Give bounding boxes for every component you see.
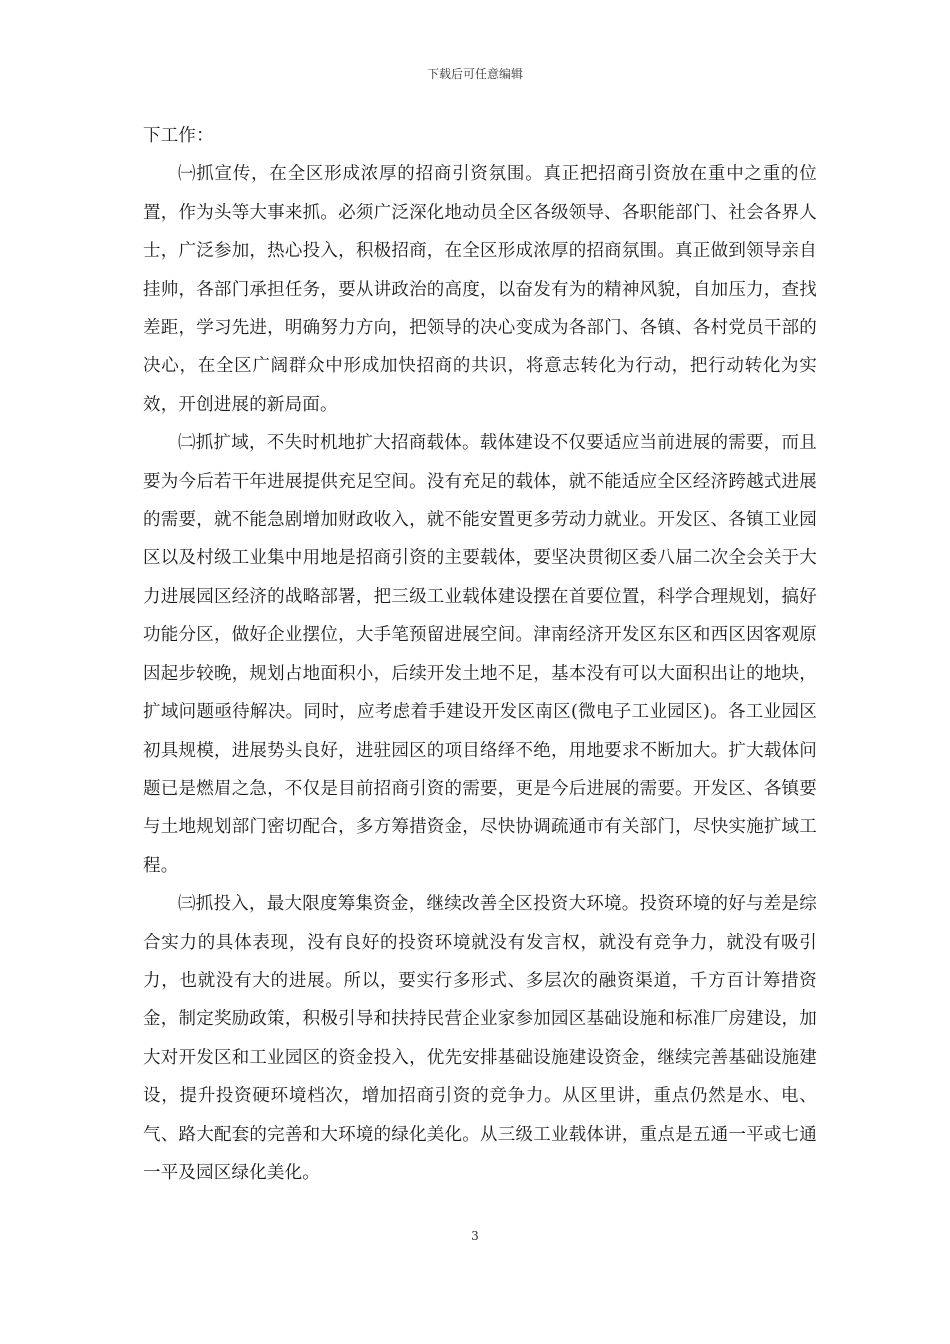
page-header: 下载后可任意编辑 (426, 67, 523, 81)
paragraph-continuation: 下工作： (143, 126, 214, 146)
document-body (143, 117, 817, 1192)
paragraph-expansion: ㈡抓扩域，不失时机地扩大招商载体。载体建设不仅要适应当前进展的需要，而且要为今后若干年进展提供充足空间。没有充足的载体，就不能适应全区经济跨越式进展的需要，就不能急剧增加财政收入，就不能安置更多劳动力就业。开发区、各镇工业园区以及村级工业集中用地是招商引资的主要载体，要坚决贯彻区委八届二次全会关于大力进展园区经济的战略部署，把三级工业载体建设摆在首要位置，科学合理规划，搞好功能分区，做好企业摆位，大手笔预留进展空间。津南经济开发区东区和西区因客观原因起步较晚，规划占地面积小，后续开发土地不足，基本没有可以大面积出让的地块，扩域问题亟待解决。同时，应考虑着手建设开发区南区(微电子工业园区)。各工业园区初具规模，进展势头良好，进驻园区的项目络绎不绝，用地要求不断加大。扩大载体问题已是燃眉之急，不仅是目前招商引资的需要，更是今后进展的需要。开发区、各镇要与土地规划部门密切配合，多方筹措资金，尽快协调疏通市有关部门，尽快实施扩域工程。 (143, 433, 817, 876)
paragraph-investment: ㈢抓投入，最大限度筹集资金，继续改善全区投资大环境。投资环境的好与差是综合实力的具体表现，没有良好的投资环境就没有发言权，就没有竞争力，就没有吸引力，也就没有大的进展。所以，要实行多形式、多层次的融资渠道，千方百计筹措资金，制定奖励政策，积极引导和扶持民营企业家参加园区基础设施和标准厂房建设，加大对开发区和工业园区的资金投入，优先安排基础设施建设资金，继续完善基础设施建设，提升投资硬环境档次，增加招商引资的竞争力。从区里讲，重点仍然是水、电、气、路大配套的完善和大环境的绿化美化。从三级工业载体讲，重点是五通一平或七通一平及园区绿化美化。 (143, 894, 817, 1183)
paragraph-publicity: ㈠抓宣传，在全区形成浓厚的招商引资氛围。真正把招商引资放在重中之重的位置，作为头等大事来抓。必须广泛深化地动员全区各级领导、各职能部门、社会各界人士，广泛参加，热心投入，积极招商，在全区形成浓厚的招商氛围。真正做到领导亲自挂帅，各部门承担任务，要从讲政治的高度，以奋发有为的精神风貌，自加压力，查找差距，学习先进，明确努力方向，把领导的决心变成为各部门、各镇、各村党员干部的决心，在全区广阔群众中形成加快招商的共识，将意志转化为行动，把行动转化为实效，开创进展的新局面。 (143, 164, 817, 415)
page-number: 3 (471, 1229, 479, 1243)
